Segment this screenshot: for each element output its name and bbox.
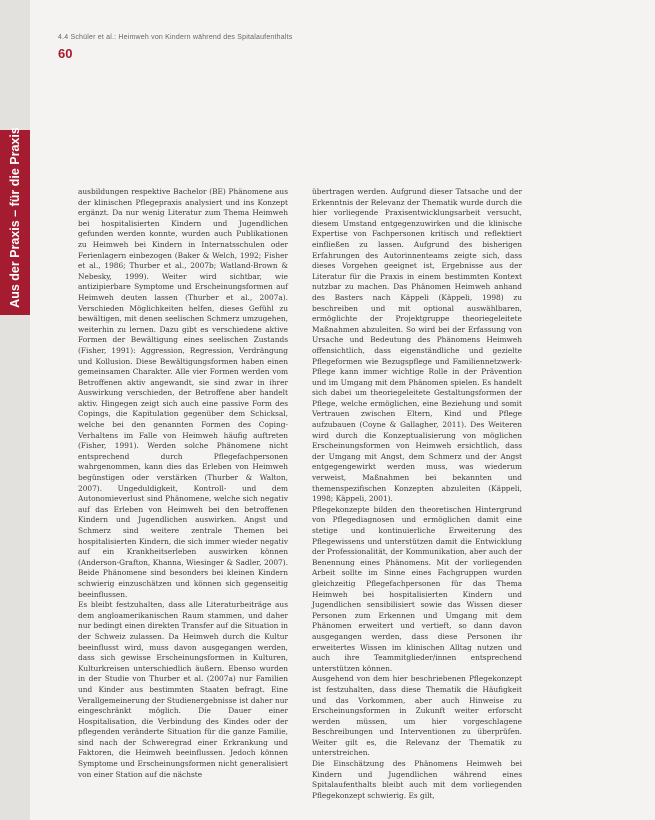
paragraph: Es bleibt festzuhalten, dass alle Literaturbeiträge aus dem angloamerikanischen Raum stammen, und daher nur bedingt einen direkten Transfer auf die Situation in der Schweiz zulassen. Da Heimweh durch die Kultur beeinflusst wird, muss davon ausgegangen werden, dass sich gewisse Erscheinungsformen in Kulturen, Kulturkreisen unterschiedlich äußern. Ebenso wurden in der Studie von Thurber et al. (2007a) nur Familien und Kinder aus bestimmten Staaten befragt. Eine Verallgemeinerung der Studienergebnisse ist daher nur eingeschränkt möglich. Die Dauer einer Hospitalisation, die Verbindung des Kindes oder der pflegenden veränderte Situation für die ganze Familie, sind nach der Schweregrad einer Erkrankung und Faktoren, die Heimweh beeinflussen. Jedoch können Symptome und Erscheinungsformen nicht generalisiert von einer Station auf die nächste [78,600,288,779]
body-column-right [312,187,522,801]
left-margin-strip [0,0,30,820]
paragraph: Ausgehend von dem hier beschriebenen Pflegekonzept ist festzuhalten, dass diese Thematik die Häufigkeit und das Vorkommen, aber auch Hinweise zu Erscheinungsformen in Zukunft weiter erforscht werden müssen, um hier vorgeschlagene Beschreibungen und Interventionen zu überprüfen. Weiter gilt es, die Relevanz der Thematik zu unterstreichen. [312,674,522,758]
paragraph: übertragen werden. Aufgrund dieser Tatsache und der Erkenntnis der Relevanz der Thematik wurde durch die hier vorliegende Praxisentwicklungsarbeit versucht, diesem Umstand entgegenzuwirken und die klinische Expertise von Fachpersonen kritisch und reflektiert einfließen zu lassen. Aufgrund des bisherigen Erfahrungen des Autorinnenteams zeigte sich, dass dieses Vorgehen geeignet ist, Ergebnisse aus der Literatur für die Praxis in einem bestimmten Kontext nutzbar zu machen. Das Phänomen Heimweh anhand des Basters nach Käppeli (Käppeli, 1998) zu beschreiben und mit optional auswählbaren, ermöglichte der Projektgruppe theoriegeleitete Maßnahmen abzuleiten. So wird bei der Erfassung von Ursache und Bedeutung des Phänomens Heimweh offensichtlich, dass eigenständliche und gezielte Pflegeformen wie Bezugspflege und Familiennetzwerk-Pflege kann immer wichtige Rolle in der Prävention und im Umgang mit dem Phänomen spielen. Es handelt sich dabei um theoriegeleitete Gestaltungsformen der Pflege, welche ermöglichen, eine Beziehung und somit Vertrauen zwischen Eltern, Kind und Pflege aufzubauen (Coyne & Gallagher, 2011). Des Weiteren wird durch die Konzeptualisierung von möglichen Erscheinungsformen von Heimweh ersichtlich, dass der Umgang mit Angst, dem Schmerz und der Angst entgegengewirkt werden muss, was wiederum verweist, Maßnahmen bei bekannten und themenspezifischen Konzepten abzuleiten (Käppeli, 1998; Käppeli, 2001). [312,187,522,504]
paragraph: Die Einschätzung des Phänomens Heimweh bei Kindern und Jugendlichen während eines Spitalaufenthalts bleibt auch mit dem vorliegenden Pflegekonzept schwierig. Es gilt, [312,759,522,800]
section-side-tab-label: Aus der Praxis – für die Praxis [8,127,22,308]
paragraph: Pflegekonzepte bilden den theoretischen Hintergrund von Pflegediagnosen und ermöglichen damit eine stetige und kontinuierliche Erweiterung des Pflegewissens und unterstützen damit die Entwicklung der Professionalität, der Kommunikation, aber auch der Benennung eines Phänomens. Mit der vorliegenden Arbeit sollte im Sinne eines Fachgruppen wurden gleichzeitig Pflegefachpersonen für das Thema Heimweh bei hospitalisierten Kindern und Jugendlichen sensibilisiert sowie das Wissen dieser Personen zum Erkennen und Umgang mit dem Phänomen erweitert und vertieft, so dann davon ausgegangen werden, dass diese Personen ihr erweitertes Wissen im klinischen Alltag nutzen und auch ihre Teammitglieder/innen entsprechend unterstützen können. [312,504,522,673]
body-column-left [78,187,288,780]
paragraph: ausbildungen respektive Bachelor (BE) Phänomene aus der klinischen Pflegepraxis analysiert und ins Konzept ergänzt. Da nur wenig Literatur zum Thema Heimweh bei hospitalisierten Kindern und Jugendlichen gefunden werden konnte, wurden auch Publikationen zu Heimweh bei Kindern in Internatsschulen oder Ferienlagern einbezogen (Baker & Welch, 1992; Fisher et al., 1986; Thurber et al., 2007b; Watland-Brown & Nebesky, 1999). Weiter wird sichtbar, wie antizipierbare Symptome und Erscheinungsformen auf Heimweh deuten lassen (Thurber et al., 2007a). Verschieden Möglichkeiten helfen, dieses Gefühl zu bewältigen, mit denen seelischen Schmerz umzugehen, weiterhin zu lernen. Dazu gibt es verschiedene aktive Formen der Bewältigung eines seelischen Zustands (Fisher, 1991): Aggression, Regression, Verdrängung und Kollusion. Diese Bewältigungsformen haben einen gemeinsamen Charakter. Alle vier Formen werden vom Betroffenen aktiv angewandt, sie sind zwar in ihrer Auswirkung verschieden, der Betroffene aber handelt aktiv. Hingegen zeigt sich auch eine passive Form des Copings, die Kapitulation gegenüber dem Schicksal, welche bei den genannten Formen des Coping-Verhaltens im Falle von Heimweh häufig auftreten (Fisher, 1991). Werden solche Phänomene nicht entsprechend durch Pflegefachpersonen wahrgenommen, kann dies das Erleben von Heimweh begünstigen oder verstärken (Thurber & Walton, 2007). Ungeduldigkeit, Kontroll- und dem Autonomieverlust sind Phänomene, welche sich negativ auf das Erleben von Heimweh bei den betroffenen Kindern und Jugendlichen auswirken. Angst und Schmerz sind weitere zentrale Themen bei hospitalisierten Kindern, die sich immer wieder negativ auf ein Krankheitserleben auswirken können (Anderson-Grafton, Khanna, Wiesinger & Sadler, 2007). Beide Phänomene sind besonders bei kleinen Kindern schwierig einzuschätzen und können sich gegenseitig beeinflussen. [78,187,288,599]
page-number: 60 [58,46,73,61]
running-head: 4.4 Schüler et al.: Heimweh von Kindern während des Spitalaufenthalts [58,34,293,41]
